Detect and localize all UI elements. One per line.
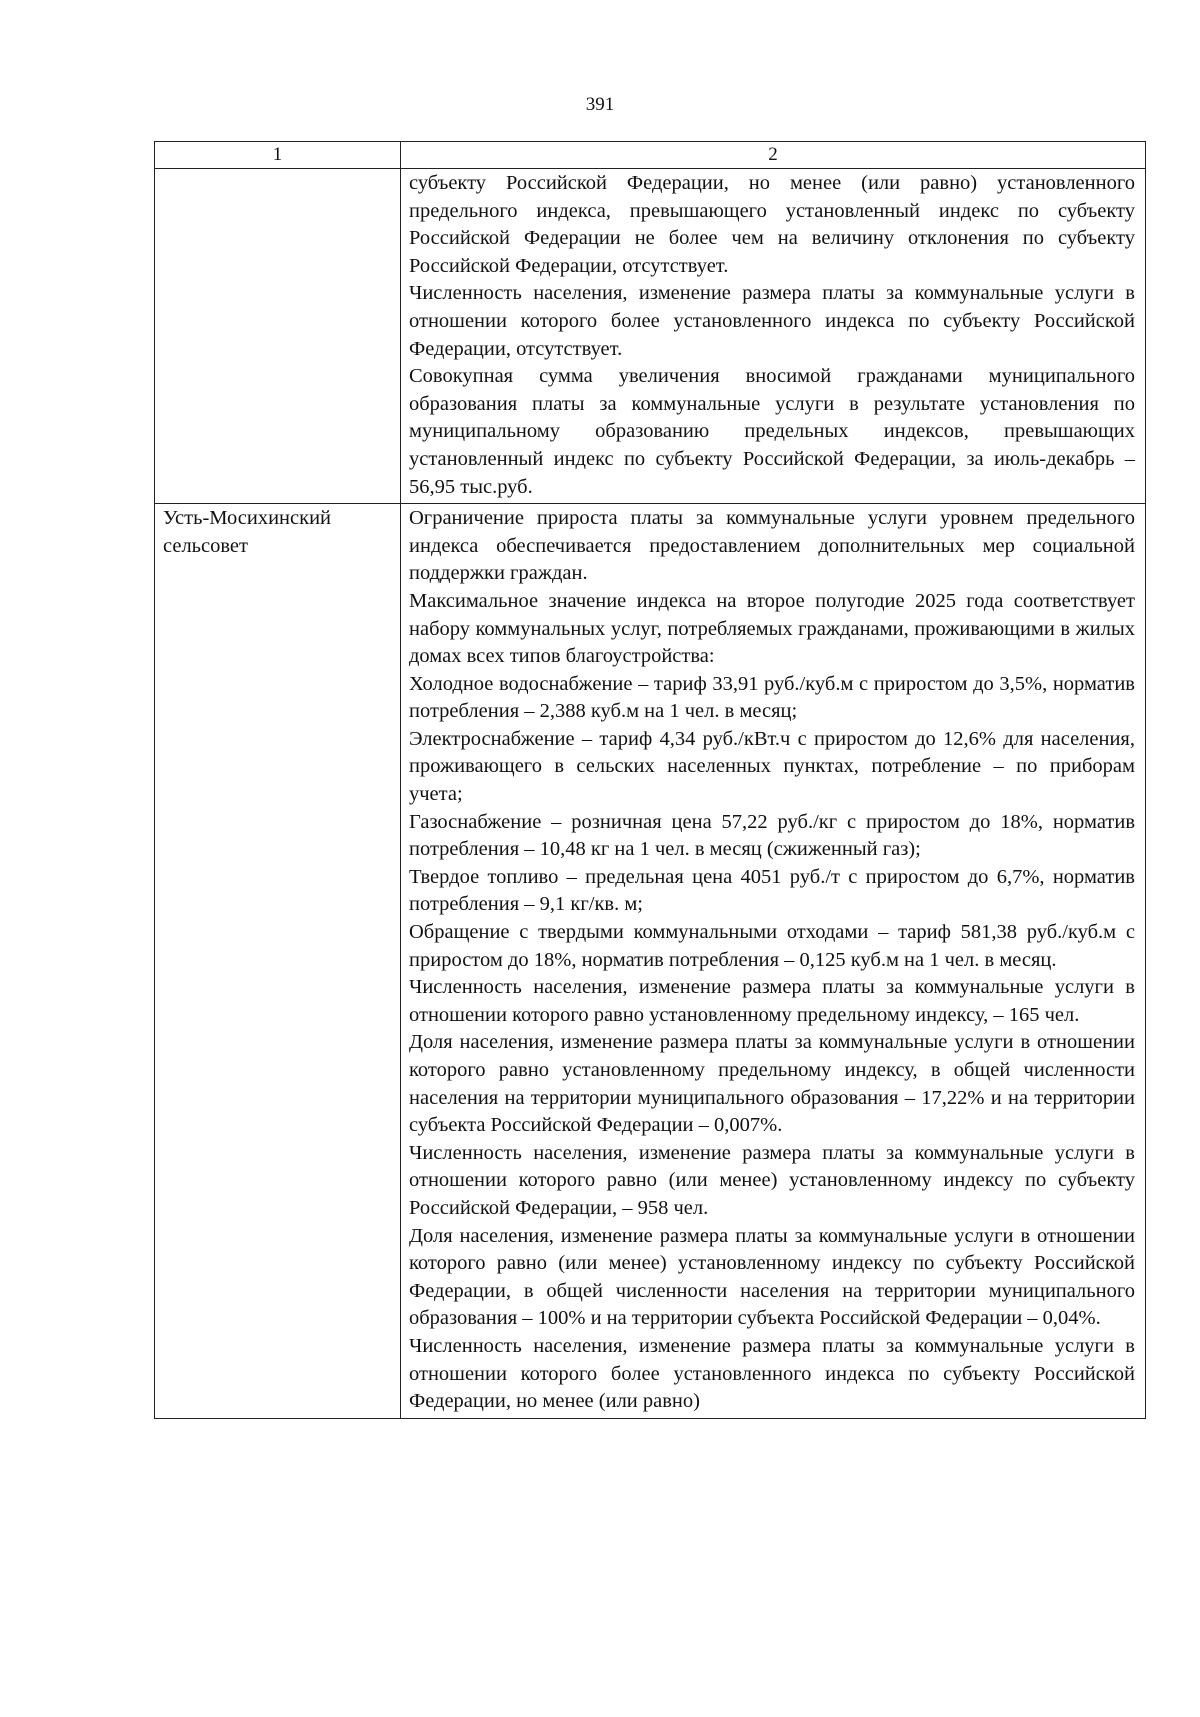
description-cell [401,169,1146,504]
column-header-1: 1 [155,142,401,169]
paragraph: Численность населения, изменение размера платы за коммунальные услуги в отношении которого равно (или менее) установленному индексу по субъекту Российской Федерации, – 958 чел. [409,1141,1135,1219]
paragraph: Холодное водоснабжение – тариф 33,91 руб./куб.м с приростом до 3,5%, норматив потребления – 2,388 куб.м на 1 чел. в месяц; [409,672,1135,723]
paragraph: Электроснабжение – тариф 4,34 руб./кВт.ч с приростом до 12,6% для населения, проживающего в сельских населенных пунктах, потребление – по приборам учета; [409,727,1135,806]
page-number: 391 [585,94,615,115]
paragraph: Обращение с твердыми коммунальными отходами – тариф 581,38 руб./куб.м с приростом до 18%, норматив потребления – 0,125 куб.м на 1 чел. в месяц. [409,921,1135,971]
municipality-name-cell [155,169,401,504]
paragraph: Доля населения, изменение размера платы за коммунальные услуги в отношении которого равно установленному предельному индексу, в общей численности населения на территории муниципального образования – 17,22% и на территории субъекта Российской Федерации – 0,007%. [409,1031,1135,1137]
column-header-2: 2 [401,142,1146,169]
table-row [155,504,1146,1419]
paragraph: Совокупная сумма увеличения вносимой гражданами муниципального образования платы за коммунальные услуги в результате установления по муниципальному образованию предельных индексов, превышающих установленный индекс по субъекту Российской Федерации, за июль-декабрь – 56,95 тыс.руб. [409,365,1135,498]
description-cell [401,504,1146,1419]
paragraph: субъекту Российской Федерации, но менее (или равно) установленного предельного индекса, превышающего установленный индекс по субъекту Российской Федерации не более чем на величину отклонения по субъекту Российской Федерации, отсутствует. [409,172,1135,277]
document-table [154,141,1146,1419]
municipality-name-cell: Усть-Мосихинский сельсовет [155,504,401,1419]
paragraph: Максимальное значение индекса на второе полугодие 2025 года соответствует набору коммунальных услуг, потребляемых гражданами, проживающими в жилых домах всех типов благоустройства: [409,589,1135,668]
paragraph: Численность населения, изменение размера платы за коммунальные услуги в отношении которого равно установленному предельному индексу, – 165 чел. [409,976,1135,1026]
paragraph: Доля населения, изменение размера платы за коммунальные услуги в отношении которого равно (или менее) установленному индексу по субъекту Российской Федерации, в общей численности населения на территории муниципального образования – 100% и на территории субъекта Российской Федерации – 0,04%. [409,1224,1135,1330]
paragraph: Численность населения, изменение размера платы за коммунальные услуги в отношении которого более установленного индекса по субъекту Российской Федерации, отсутствует. [409,282,1135,360]
paragraph: Твердое топливо – предельная цена 4051 руб./т с приростом до 6,7%, норматив потребления – 9,1 кг/кв. м; [409,865,1135,916]
paragraph: Газоснабжение – розничная цена 57,22 руб./кг с приростом до 18%, норматив потребления – 10,48 кг на 1 чел. в месяц (сжиженный газ); [409,810,1135,861]
table-header-row [155,142,1146,169]
table-row [155,169,1146,504]
paragraph: Ограничение прироста платы за коммунальные услуги уровнем предельного индекса обеспечивается предоставлением дополнительных мер социальной поддержки граждан. [409,507,1135,585]
paragraph: Численность населения, изменение размера платы за коммунальные услуги в отношении которого более установленного индекса по субъекту Российской Федерации, но менее (или равно) [409,1334,1135,1413]
